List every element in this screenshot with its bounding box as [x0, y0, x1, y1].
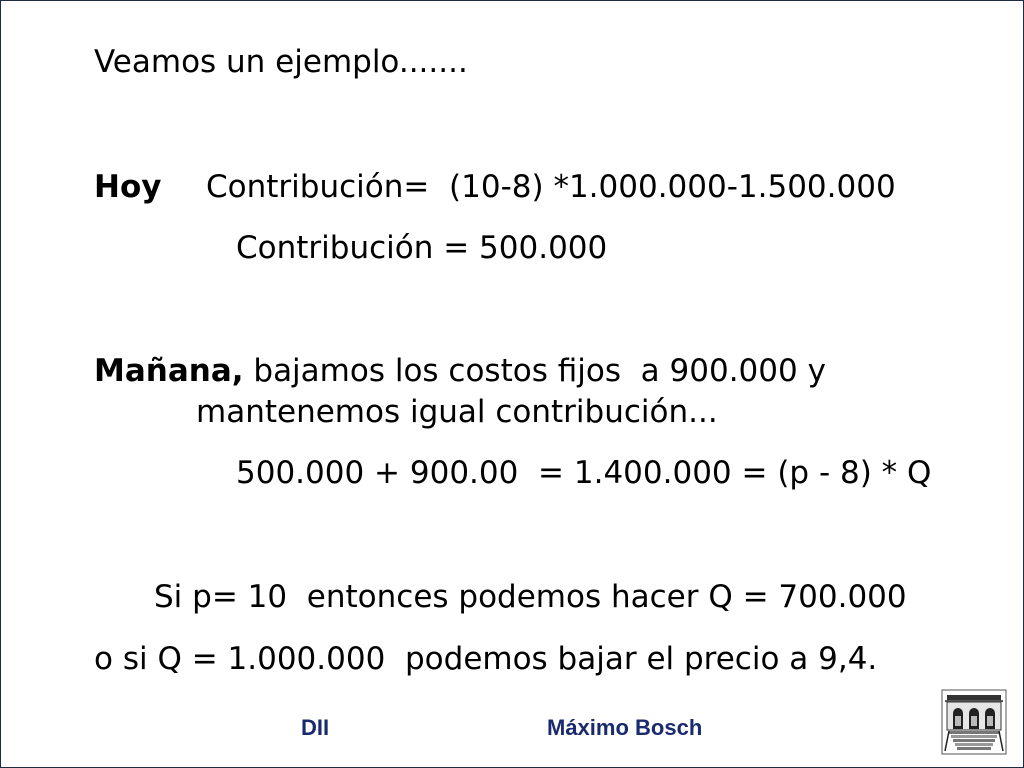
footer-author: Máximo Bosch	[547, 715, 703, 740]
hoy-formula: Contribución= (10-8) *1.000.000-1.500.000	[206, 169, 896, 205]
manana-equation: 500.000 + 900.00 = 1.400.000 = (p - 8) * Q	[236, 455, 932, 491]
manana-label: Mañana,	[94, 353, 244, 389]
manana-text-line1: bajamos los costos fijos a 900.000 y	[243, 353, 826, 389]
conclusion-line1: Si p= 10 entonces podemos hacer Q = 700.000	[154, 579, 907, 615]
building-logo-icon	[941, 689, 1007, 755]
slide-heading: Veamos un ejemplo.......	[94, 44, 468, 80]
hoy-label: Hoy	[94, 169, 162, 205]
manana-text-line2: mantenemos igual contribución...	[196, 394, 718, 430]
hoy-result: Contribución = 500.000	[236, 230, 608, 266]
conclusion-line2: o si Q = 1.000.000 podemos bajar el precio a 9,4.	[94, 641, 878, 677]
footer-dii: DII	[301, 715, 330, 740]
manana-line	[94, 353, 826, 389]
